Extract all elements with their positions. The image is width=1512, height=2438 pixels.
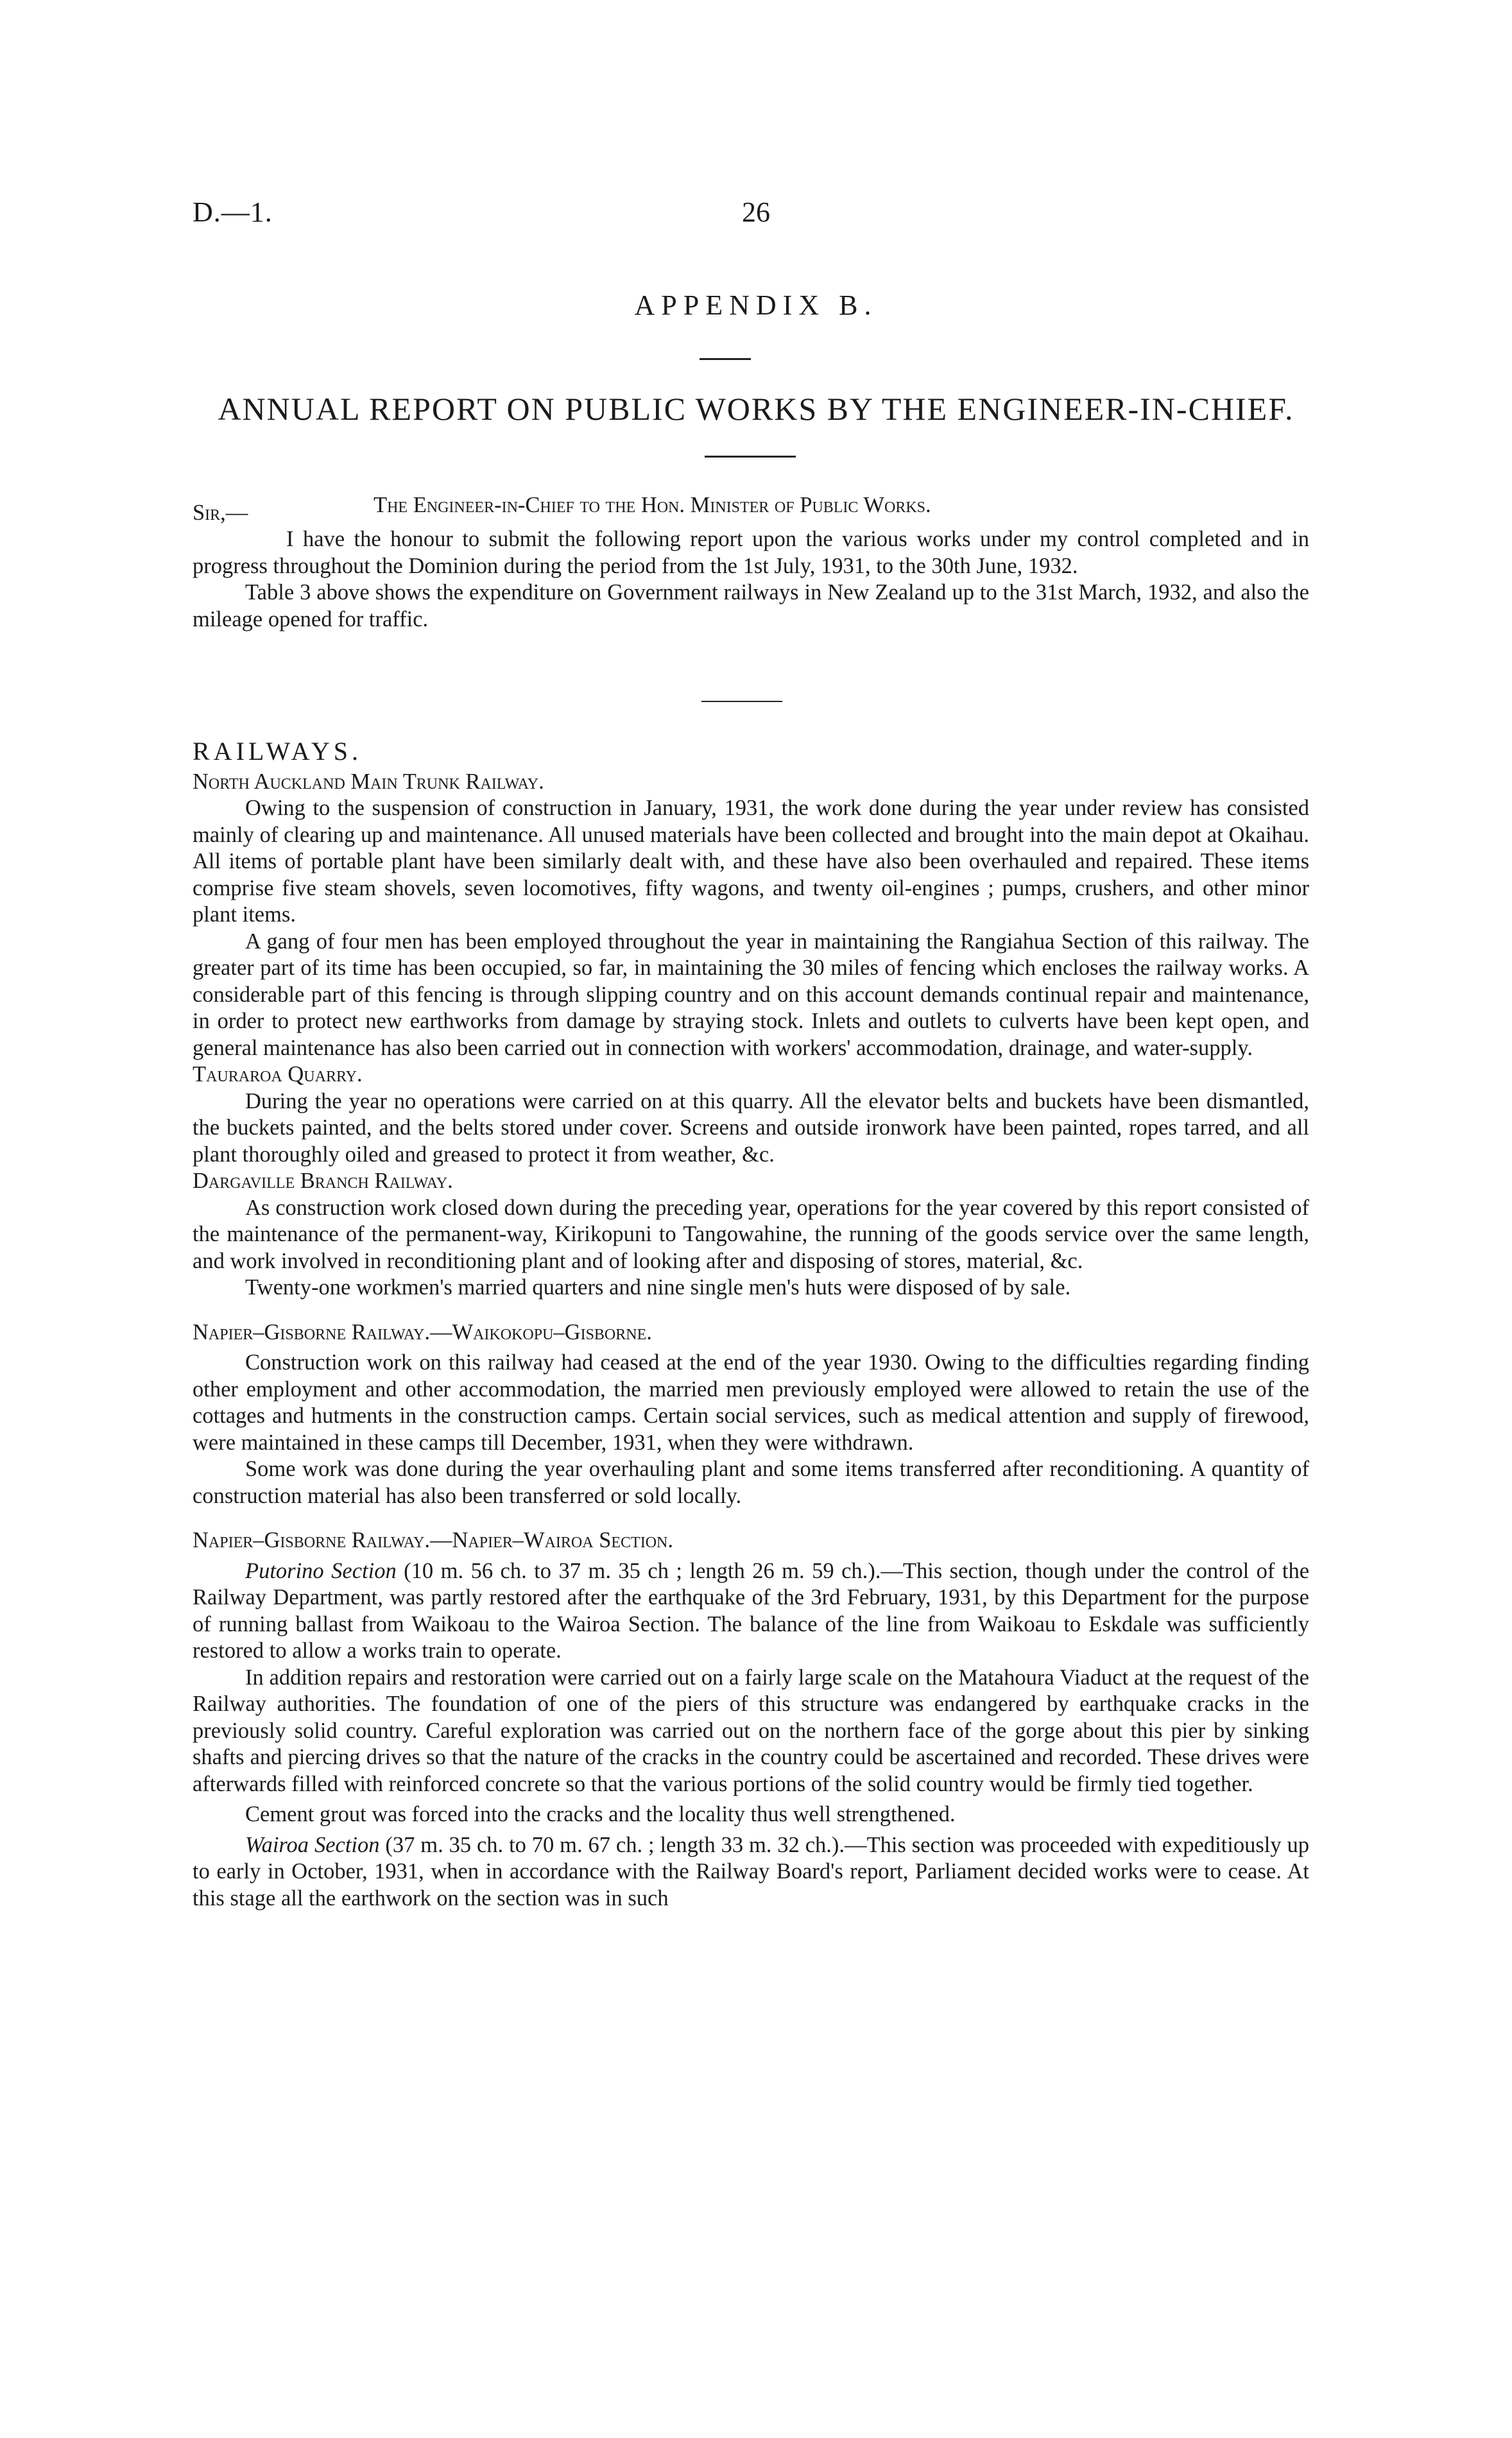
paragraph: In addition repairs and restoration were carried out on a fairly large scale on the Matahoura Viaduct at the request of the Railway authorities. The foundation of one of the piers of this structure was endangered by earthquake cracks in the previously solid country. Careful exploration was carried out on the northern face of the gorge about this pier by sinking shafts and piercing drives so that the nature of the cracks in the country could be ascertained and recorded. These drives were afterwards filled with reinforced concrete so that the various portions of the solid country would be firmly tied together.	[193, 1665, 1309, 1796]
paragraph: During the year no operations were carried on at this quarry. All the elevator belts and buckets have been dismantled, the buckets painted, and the belts stored under cover. Screens and outside ironwork have been painted, ropes tarred, and all plant thoroughly oiled and greased to protect it from weather, &c.	[193, 1088, 1309, 1167]
page-number: 26	[742, 196, 770, 228]
railways-section	[193, 738, 1309, 1912]
letter-body	[193, 526, 1309, 633]
paragraph: I have the honour to submit the following report upon the various works under my control completed and in progress throughout the Dominion during the period from the 1st July, 1931, to the 30th June, 1932.	[193, 527, 1309, 578]
paragraph	[193, 1832, 1309, 1912]
paragraph-text: (37 m. 35 ch. to 70 m. 67 ch. ; length 33 m. 32 ch.).—This section was proceeded with expeditiously up to early in October, 1931, when in accordance with the Railway Board's report, Parliament decided works were to cease. At this stage all the earthwork on the section was in such	[193, 1832, 1309, 1910]
paragraph-text: (10 m. 56 ch. to 37 m. 35 ch ; length 26 m. 59 ch.).—This section, though under the control of the Railway Department, was partly restored after the earthquake of the 3rd February, 1931, by this Department for the purpose of running ballast from Waikoau to the Wairoa Section. The balance of the line from Waikoau to Eskdale was sufficiently restored to allow a works train to operate.	[193, 1558, 1310, 1663]
subsection-heading: Tauraroa Quarry.	[193, 1062, 363, 1086]
subsection-heading: Napier–Gisborne Railway.—Napier–Wairoa Section.	[193, 1528, 674, 1552]
subsection-heading: Dargaville Branch Railway.	[193, 1169, 453, 1193]
subsection-heading: Napier–Gisborne Railway.—Waikokopu–Gisborne.	[193, 1319, 652, 1344]
divider-rule	[705, 456, 796, 458]
paragraph: Owing to the suspension of construction in January, 1931, the work done during the year under review has consisted mainly of clearing up and maintenance. All unused materials have been collected and brought into the main depot at Okaihau. All items of portable plant have been similarly dealt with, and these have also been overhauled and repaired. These items comprise five steam shovels, seven locomotives, fifty wagons, and twenty oil-engines ; pumps, crushers, and other minor plant items.	[193, 796, 1309, 927]
italic-section-name: Putorino Section	[245, 1558, 397, 1583]
italic-section-name: Wairoa Section	[245, 1832, 380, 1857]
appendix-title: APPENDIX B.	[634, 289, 878, 321]
subsection-heading: North Auckland Main Trunk Railway.	[193, 769, 544, 794]
paragraph	[193, 1558, 1309, 1665]
document-reference: D.—1.	[193, 196, 273, 228]
paragraph: As construction work closed down during the preceding year, operations for the year covered by this report consisted of the maintenance of the permanent-way, Kirikopuni to Tangowahine, the running of the goods service over the same length, and work involved in reconditioning plant and of looking after and disposing of stores, material, &c.	[193, 1195, 1309, 1273]
section-title: RAILWAYS.	[193, 737, 363, 766]
paragraph: Some work was done during the year overhauling plant and some items transferred after reconditioning. A quantity of construction material has also been transferred or sold locally.	[193, 1457, 1309, 1508]
main-title: ANNUAL REPORT ON PUBLIC WORKS BY THE ENGINEER-IN-CHIEF.	[218, 391, 1294, 427]
salutation: Sir,—	[193, 501, 248, 525]
paragraph: A gang of four men has been employed throughout the year in maintaining the Rangiahua Section of this railway. The greater part of its time has been occupied, so far, in maintaining the 30 miles of fencing which encloses the railway works. A considerable part of this fencing is through slipping country and on this account demands continual repair and maintenance, in order to protect new earthworks from damage by straying stock. Inlets and outlets to culverts have been kept open, and general maintenance has also been carried out in connection with workers' accommodation, drainage, and water-supply.	[193, 929, 1309, 1060]
paragraph: Table 3 above shows the expenditure on Government railways in New Zealand up to the 31st March, 1932, and also the mileage opened for traffic.	[193, 580, 1309, 631]
divider-rule	[701, 701, 782, 702]
paragraph: Twenty-one workmen's married quarters and nine single men's huts were disposed of by sale.	[245, 1275, 1071, 1300]
address-line: The Engineer-in-Chief to the Hon. Minister of Public Works.	[374, 493, 931, 517]
paragraph: Construction work on this railway had ceased at the end of the year 1930. Owing to the difficulties regarding finding other employment and other accommodation, the married men previously employed were allowed to retain the use of the cottages and hutments in the construction camps. Certain social services, such as medical attention and supply of firewood, were maintained in these camps till December, 1931, when they were withdrawn.	[193, 1350, 1309, 1455]
divider-rule	[700, 358, 751, 360]
paragraph: Cement grout was forced into the cracks and the locality thus well strengthened.	[245, 1802, 956, 1826]
